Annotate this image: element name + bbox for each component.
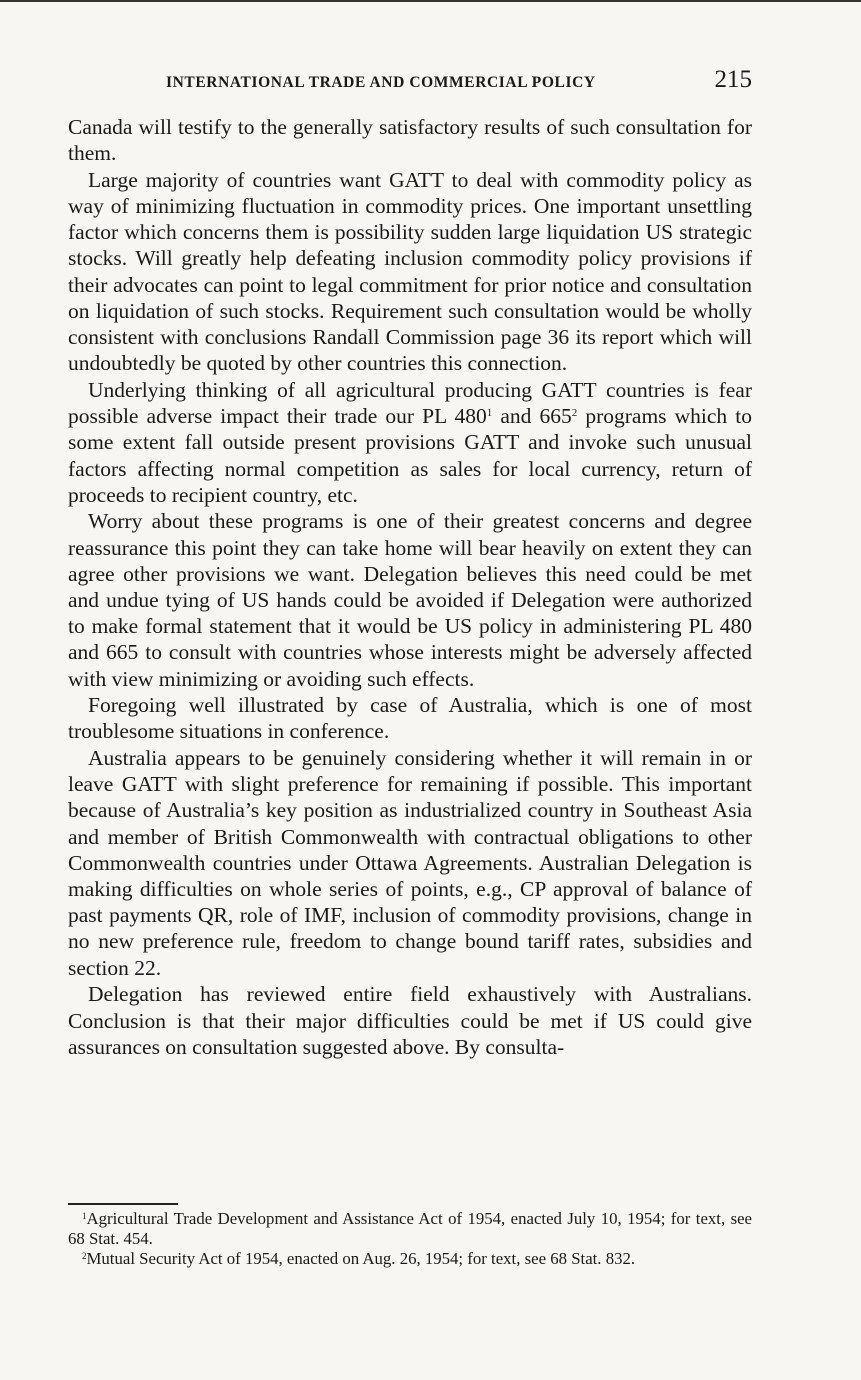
footnote-2 bbox=[68, 1249, 752, 1269]
top-edge-rule bbox=[0, 0, 861, 2]
footnotes bbox=[68, 1209, 752, 1269]
paragraph-worry: Worry about these programs is one of their greatest concerns and degree reassurance this point they can take home will bear heavily on extent they can agree other provisions we want. Delegation believes this need could be met and undue tying of US hands could be avoided if Delegation were authorized to make formal statement that it would be US policy in administering PL 480 and 665 to consult with countries whose interests might be adversely affected with view minimizing or avoiding such effects. bbox=[68, 509, 752, 691]
footnote-ref-1: 1 bbox=[486, 407, 493, 420]
paragraph-continuation: Canada will testify to the generally satisfactory results of such consultation for them. bbox=[68, 115, 752, 166]
body-text bbox=[68, 114, 752, 1060]
page-number: 215 bbox=[714, 66, 752, 93]
footnote-text: Agricultural Trade Development and Assistance Act of 1954, enacted July 10, 1954; for text, see 68 Stat. 454. bbox=[68, 1209, 752, 1248]
running-head: INTERNATIONAL TRADE AND COMMERCIAL POLICY bbox=[166, 74, 596, 91]
paragraph-text: programs which to some extent fall outside present provisions GATT and invoke such unusual factors affecting normal competition as sales for local currency, return of proceeds to recipient country, etc. bbox=[68, 404, 752, 507]
footnote-marker: 1 bbox=[82, 1211, 87, 1221]
paragraph-underlying-thinking bbox=[68, 377, 752, 508]
paragraph-delegation-review: Delegation has reviewed entire field exhaustively with Australians. Conclusion is that their major difficulties could be met if US could give assurances on consultation suggested above. By consulta- bbox=[68, 982, 752, 1059]
paragraph-text: and 665 bbox=[492, 404, 572, 429]
paragraph-text: Underlying thinking of all agricultural producing GATT countries is fear possible adverse impact their trade our PL 480 bbox=[68, 377, 752, 429]
paragraph-foregoing: Foregoing well illustrated by case of Australia, which is one of most troublesome situations in conference. bbox=[68, 693, 752, 744]
footnote-1 bbox=[68, 1209, 752, 1249]
footnote-rule bbox=[68, 1203, 178, 1205]
paragraph-commodity-policy: Large majority of countries want GATT to deal with commodity policy as way of minimizing fluctuation in commodity prices. One important unsettling factor which concerns them is possibility sudden large liquidation US strategic stocks. Will greatly help defeating inclusion commodity policy provisions if their advocates can point to legal commitment for prior notice and consultation on liquidation of such stocks. Requirement such consultation would be wholly consistent with conclusions Randall Commission page 36 its report which will undoubtedly be quoted by other countries this connection. bbox=[68, 167, 752, 376]
footnote-text: Mutual Security Act of 1954, enacted on Aug. 26, 1954; for text, see 68 Stat. 832. bbox=[86, 1249, 636, 1268]
footnote-marker: 2 bbox=[82, 1251, 87, 1261]
paragraph-australia: Australia appears to be genuinely considering whether it will remain in or leave GATT with slight preference for remaining if possible. This important because of Australia’s key position as industrialized country in Southeast Asia and member of British Commonwealth with contractual obligations to other Commonwealth countries under Ottawa Agreements. Australian Delegation is making difficulties on whole series of points, e.g., CP approval of balance of past payments QR, role of IMF, inclusion of commodity provisions, change in no new preference rule, freedom to change bound tariff rates, subsidies and section 22. bbox=[68, 746, 752, 980]
footnote-ref-2: 2 bbox=[571, 407, 578, 420]
page-header bbox=[68, 66, 752, 98]
